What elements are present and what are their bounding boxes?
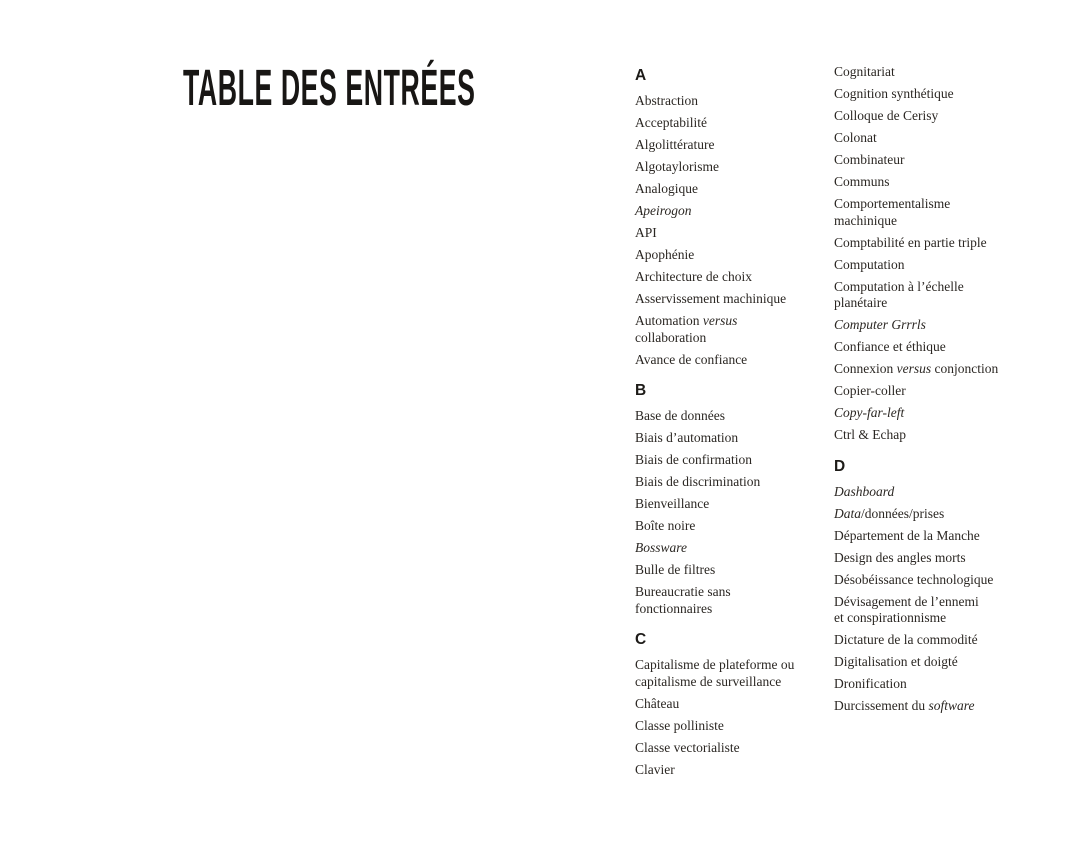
entry-item: Dévisagement de l’ennemi et conspirationnisme <box>834 593 979 625</box>
entry-item: Algolittérature <box>635 137 715 152</box>
entry-item: Automation versus collaboration <box>635 313 738 345</box>
section-letter: D <box>834 457 846 475</box>
entry-item: Capitalisme de plateforme ou capitalisme de surveillance <box>635 657 795 689</box>
entry-item: Computation à l’échelle planétaire <box>834 278 964 310</box>
entry-item: Dashboard <box>834 483 895 499</box>
entry-item: Ctrl & Echap <box>834 427 906 442</box>
entry-item: Bureaucratie sans fonctionnaires <box>635 584 731 616</box>
entry-item: Bossware <box>635 540 688 555</box>
entry-item: Comptabilité en partie triple <box>834 234 987 250</box>
entry-item: Château <box>635 695 680 711</box>
entry-item: Colonat <box>834 130 877 145</box>
entry-item: Comportementalisme machinique <box>834 196 951 228</box>
entries-column <box>635 66 831 784</box>
entry-item: Apophénie <box>635 247 695 262</box>
entry-item: Colloque de Cerisy <box>834 108 939 123</box>
entry-item: Computer Grrrls <box>834 317 926 332</box>
entry-item: Acceptabilité <box>635 115 707 130</box>
entry-item: Clavier <box>635 761 675 777</box>
entry-item: Bienveillance <box>635 496 710 511</box>
entry-item: Avance de confiance <box>635 351 748 367</box>
entry-item: Abstraction <box>635 93 698 108</box>
entry-item: Confiance et éthique <box>834 339 946 354</box>
entry-item: Analogique <box>635 181 698 196</box>
entry-item: Algotaylorisme <box>635 159 719 174</box>
entry-item: Combinateur <box>834 152 905 167</box>
entry-item: Connexion versus conjonction <box>834 361 999 376</box>
section-letter: B <box>635 382 647 399</box>
entry-item: Désobéissance technologique <box>834 571 994 587</box>
entry-item: Copy-far-left <box>834 405 905 420</box>
entry-item: Classe vectorialiste <box>635 739 740 755</box>
entry-item: Bulle de filtres <box>635 562 716 577</box>
entry-item: Asservissement machinique <box>635 291 787 306</box>
entry-item: API <box>635 225 657 240</box>
entry-item: Dictature de la commodité <box>834 632 978 647</box>
entry-item: Data/données/prises <box>834 505 945 521</box>
entry-item: Biais de discrimination <box>635 474 761 489</box>
entry-item: Communs <box>834 174 890 189</box>
entry-item: Copier-coller <box>834 383 906 398</box>
entry-item: Architecture de choix <box>635 269 752 284</box>
entries-column <box>834 64 1030 720</box>
entry-item: Classe polliniste <box>635 717 724 733</box>
page-title: TABLE DES ENTRÉES <box>183 58 476 117</box>
entry-item: Département de la Manche <box>834 527 980 543</box>
entry-item: Design des angles morts <box>834 549 966 565</box>
entry-item: Durcissement du software <box>834 698 975 713</box>
entry-item: Biais de confirmation <box>635 452 752 467</box>
entry-item: Digitalisation et doigté <box>834 654 958 669</box>
entry-item: Apeirogon <box>635 203 692 218</box>
entry-item: Biais d’automation <box>635 430 739 445</box>
section-letter: A <box>635 67 647 84</box>
entry-item: Base de données <box>635 408 725 423</box>
section-letter: C <box>635 631 647 648</box>
entry-item: Computation <box>834 256 905 272</box>
entry-item: Dronification <box>834 676 907 691</box>
entry-item: Boîte noire <box>635 518 696 533</box>
entry-item: Cognition synthétique <box>834 86 954 101</box>
entry-item: Cognitariat <box>834 64 895 79</box>
